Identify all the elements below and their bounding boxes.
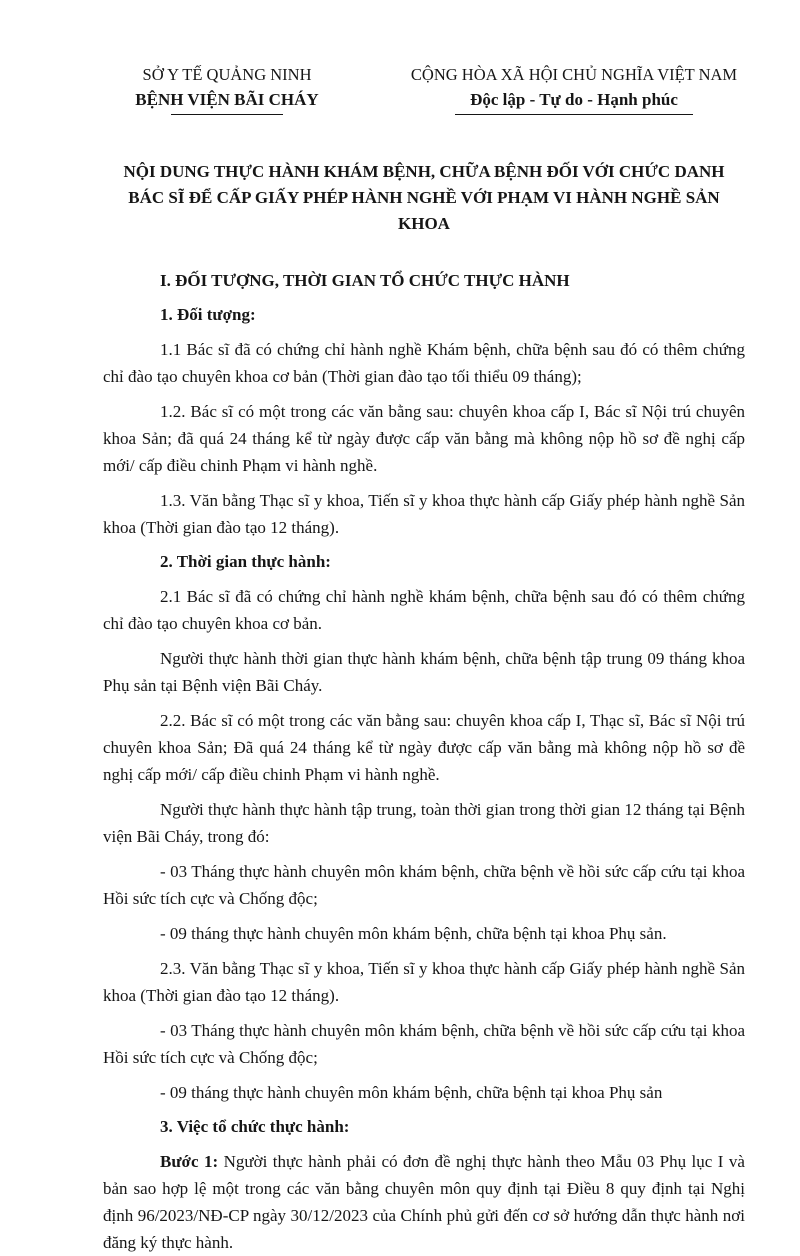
sub-heading: 1. Đối tượng: <box>160 305 256 324</box>
paragraph: Người thực hành thực hành tập trung, toàn thời gian trong thời gian 12 tháng tại Bệnh viện Bãi Cháy, trong đó: <box>103 800 745 846</box>
motto-underline-rule <box>455 114 693 115</box>
paragraph: 1.2. Bác sĩ có một trong các văn bằng sau: chuyên khoa cấp I, Bác sĩ Nội trú chuyên khoa Sản; đã quá 24 tháng kể từ ngày được cấp văn bằng mà không nộp hồ sơ đề nghị cấp mới/ cấp điều chinh Phạm vi hành nghề. <box>103 402 745 475</box>
national-title: CỘNG HÒA XÃ HỘI CHỦ NGHĨA VIỆT NAM <box>410 65 738 84</box>
paragraph: Người thực hành thời gian thực hành khám bệnh, chữa bệnh tập trung 09 tháng khoa Phụ sản tại Bệnh viện Bãi Cháy. <box>103 649 745 695</box>
step-text: Người thực hành phải có đơn đề nghị thực hành theo Mẫu 03 Phụ lục I và bản sao hợp lệ một trong các văn bằng chuyên môn quy định tại Điều 8 quy định tại Nghị định 96/2023/NĐ-CP ngày 30/12/2023 của Chính phủ gửi đến cơ sở hướng dẫn thực hành nơi đăng ký thực hành. <box>103 1152 745 1252</box>
paragraph: 2.2. Bác sĩ có một trong các văn bằng sau: chuyên khoa cấp I, Thạc sĩ, Bác sĩ Nội trú chuyên khoa Sản; Đã quá 24 tháng kể từ ngày được cấp văn bằng mà không nộp hồ sơ đề nghị cấp mới/ cấp điều chinh Phạm vi hành nghề. <box>103 711 745 784</box>
paragraph: 1.1 Bác sĩ đã có chứng chỉ hành nghề Khám bệnh, chữa bệnh sau đó có thêm chứng chỉ đào tạo chuyên khoa cơ bản (Thời gian đào tạo tối thiểu 09 tháng); <box>103 340 745 386</box>
document-header <box>108 62 745 115</box>
list-item: - 03 Tháng thực hành chuyên môn khám bệnh, chữa bệnh về hồi sức cấp cứu tại khoa Hồi sức tích cực và Chống độc; <box>103 862 745 908</box>
paragraph: 2.3. Văn bằng Thạc sĩ y khoa, Tiến sĩ y khoa thực hành cấp Giấy phép hành nghề Sản khoa (Thời gian đào tạo 12 tháng). <box>103 959 745 1005</box>
list-item: - 09 tháng thực hành chuyên môn khám bệnh, chữa bệnh tại khoa Phụ sản <box>160 1083 663 1102</box>
paragraph <box>103 1148 745 1256</box>
document-body <box>103 267 745 1256</box>
agency-name: BỆNH VIỆN BÃI CHÁY <box>135 90 319 109</box>
step-label: Bước 1: <box>160 1152 219 1171</box>
national-header-block <box>394 62 754 115</box>
sub-heading: 2. Thời gian thực hành: <box>160 552 331 571</box>
paragraph: 2.1 Bác sĩ đã có chứng chỉ hành nghề khám bệnh, chữa bệnh sau đó có thêm chứng chỉ đào tạo chuyên khoa cơ bản. <box>103 587 745 633</box>
national-motto: Độc lập - Tự do - Hạnh phúc <box>470 90 678 109</box>
list-item: - 09 tháng thực hành chuyên môn khám bệnh, chữa bệnh tại khoa Phụ sản. <box>160 924 667 943</box>
paragraph: 1.3. Văn bằng Thạc sĩ y khoa, Tiến sĩ y khoa thực hành cấp Giấy phép hành nghề Sản khoa (Thời gian đào tạo 12 tháng). <box>103 491 745 537</box>
section-heading: I. ĐỐI TƯỢNG, THỜI GIAN TỔ CHỨC THỰC HÀNH <box>160 271 570 290</box>
issuing-agency-block <box>108 62 346 115</box>
agency-parent-name: SỞ Y TẾ QUẢNG NINH <box>142 65 312 84</box>
sub-heading: 3. Việc tổ chức thực hành: <box>160 1117 350 1136</box>
document-title: NỘI DUNG THỰC HÀNH KHÁM BỆNH, CHỮA BỆNH ĐỐI VỚI CHỨC DANH BÁC SĨ ĐỂ CẤP GIẤY PHÉP HÀNH NGHỀ VỚI PHẠM VI HÀNH NGHỀ SẢN KHOA <box>123 162 725 233</box>
list-item: - 03 Tháng thực hành chuyên môn khám bệnh, chữa bệnh về hồi sức cấp cứu tại khoa Hồi sức tích cực và Chống độc; <box>103 1021 745 1067</box>
agency-underline-rule <box>171 114 283 115</box>
